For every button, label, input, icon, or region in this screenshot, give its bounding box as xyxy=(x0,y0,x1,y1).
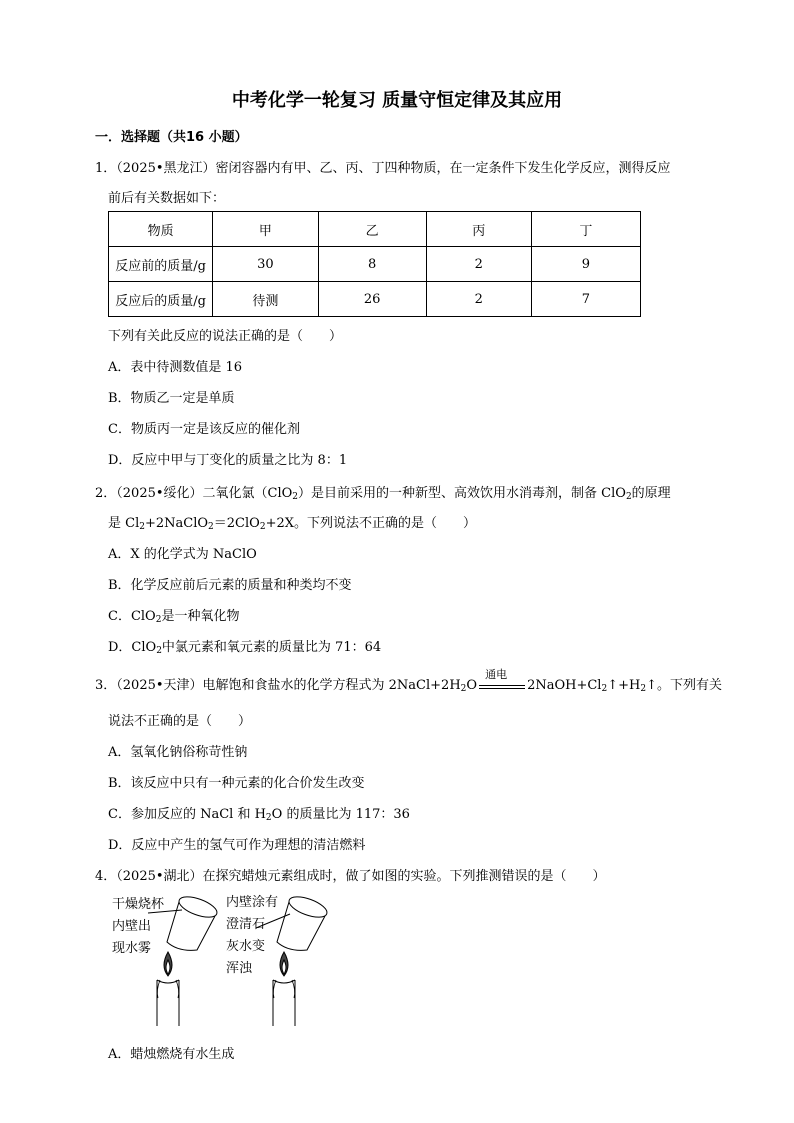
candle-experiment-figure xyxy=(108,890,348,1030)
q1-option-a: A．表中待测数值是 16 xyxy=(108,360,243,375)
text: D．ClO xyxy=(108,640,157,655)
q4-option-a: A．蜡烛燃烧有水生成 xyxy=(108,1047,235,1062)
left-candle-icon xyxy=(157,952,179,1026)
subscript: 2 xyxy=(139,522,145,532)
reaction-arrow xyxy=(477,667,527,693)
subscript: 2 xyxy=(208,522,214,532)
text: 中氯元素和氧元素的质量比为 71：64 xyxy=(161,640,382,655)
equal-line xyxy=(479,688,525,689)
subscript: 2 xyxy=(460,684,467,694)
text: O xyxy=(466,678,478,693)
table-cell: 反应后的质量/g xyxy=(109,282,213,317)
fig-right-label-1: 内壁涂有 xyxy=(226,895,279,910)
fig-right-label-3: 灰水变 xyxy=(226,939,266,954)
q1-option-d: D．反应中甲与丁变化的质量之比为 8：1 xyxy=(108,453,348,468)
table-cell: 2 xyxy=(426,247,531,282)
table-cell: 9 xyxy=(531,247,640,282)
text: +2NaClO xyxy=(144,516,209,531)
q3-option-b: B．该反应中只有一种元素的化合价发生改变 xyxy=(108,776,365,791)
table-row xyxy=(109,282,641,317)
q1-question: 下列有关此反应的说法正确的是（ ） xyxy=(108,329,343,344)
q3-option-a: A．氢氧化钠俗称苛性钠 xyxy=(108,745,248,760)
q2-stem-line1 xyxy=(95,482,671,501)
table-cell: 乙 xyxy=(318,212,426,247)
table-cell: 反应前的质量/g xyxy=(109,247,213,282)
table-cell: 2 xyxy=(426,282,531,317)
q2-option-d xyxy=(108,636,381,655)
page-title: 中考化学一轮复习 质量守恒定律及其应用 xyxy=(231,90,563,111)
text: C．ClO xyxy=(108,609,156,624)
subscript: 2 xyxy=(640,684,647,694)
table-cell: 待测 xyxy=(213,282,318,317)
section-heading: 一．选择题（共16 小题） xyxy=(95,130,248,145)
text: 是一种氧化物 xyxy=(161,609,240,624)
q3-stem-line2: 说法不正确的是（ ） xyxy=(108,714,252,729)
text: ）是目前采用的一种新型、高效饮用水消毒剂，制备 ClO xyxy=(298,486,626,501)
q3-option-c xyxy=(108,803,410,822)
table-cell: 30 xyxy=(213,247,318,282)
reaction-condition: 通电 xyxy=(485,667,508,681)
fig-right-label-2: 澄清石 xyxy=(226,917,266,932)
table-row xyxy=(109,247,641,282)
text: ＝2ClO xyxy=(213,516,260,531)
text: ↑。下列有关 xyxy=(646,678,722,693)
text: O 的质量比为 117：36 xyxy=(271,807,410,822)
equal-line xyxy=(479,685,525,686)
q1-stem-line2: 前后有关数据如下： xyxy=(108,191,226,206)
q2-option-b: B．化学反应前后元素的质量和种类均不变 xyxy=(108,578,352,593)
text: C．参加反应的 NaCl 和 H xyxy=(108,807,266,822)
q1-option-c: C．物质丙一定是该反应的催化剂 xyxy=(108,422,300,437)
q1-stem-line1: 1．（2025•黑龙江）密闭容器内有甲、乙、丙、丁四种物质，在一定条件下发生化学反应，测得反应 xyxy=(95,161,671,176)
q2-option-c xyxy=(108,605,239,624)
subscript: 2 xyxy=(292,492,299,502)
right-candle-icon xyxy=(273,952,295,1026)
text: 是 Cl xyxy=(108,516,140,531)
subscript: 2 xyxy=(259,522,266,532)
q1-option-b: B．物质乙一定是单质 xyxy=(108,391,235,406)
q3-option-d: D．反应中产生的氢气可作为理想的清洁燃料 xyxy=(108,838,366,853)
subscript: 2 xyxy=(625,492,632,502)
text: 2．（2025•绥化）二氧化氯（ClO xyxy=(95,486,293,501)
q4-stem: 4．（2025•湖北）在探究蜡烛元素组成时，做了如图的实验。下列推测错误的是（ ） xyxy=(95,869,606,884)
q2-stem-line2 xyxy=(108,512,476,531)
text: 3．（2025•天津）电解饱和食盐水的化学方程式为 2NaCl+2H xyxy=(95,678,461,693)
table-cell: 丙 xyxy=(426,212,531,247)
table-cell: 物质 xyxy=(109,212,213,247)
table-cell: 7 xyxy=(531,282,640,317)
fig-left-label-3: 现水雾 xyxy=(112,941,152,956)
subscript: 2 xyxy=(156,646,162,656)
q2-option-a: A．X 的化学式为 NaClO xyxy=(108,547,257,562)
fig-right-label-4: 浑浊 xyxy=(226,961,253,976)
q1-data-table xyxy=(108,211,641,317)
text: 的原理 xyxy=(631,486,671,501)
table-cell: 26 xyxy=(318,282,426,317)
text: ↑+H xyxy=(607,678,641,693)
fig-left-label-2: 内壁出 xyxy=(112,919,152,934)
table-cell: 甲 xyxy=(213,212,318,247)
table-header-row xyxy=(109,212,641,247)
text: +2X。下列说法不正确的是（ ） xyxy=(265,516,476,531)
q3-stem-line1 xyxy=(95,667,722,694)
text: 2NaOH+Cl xyxy=(527,678,602,693)
subscript: 2 xyxy=(265,813,272,823)
table-cell: 丁 xyxy=(531,212,640,247)
subscript: 2 xyxy=(155,615,162,625)
subscript: 2 xyxy=(601,684,608,694)
fig-left-label-1: 干燥烧杯 xyxy=(112,897,165,912)
table-cell: 8 xyxy=(318,247,426,282)
